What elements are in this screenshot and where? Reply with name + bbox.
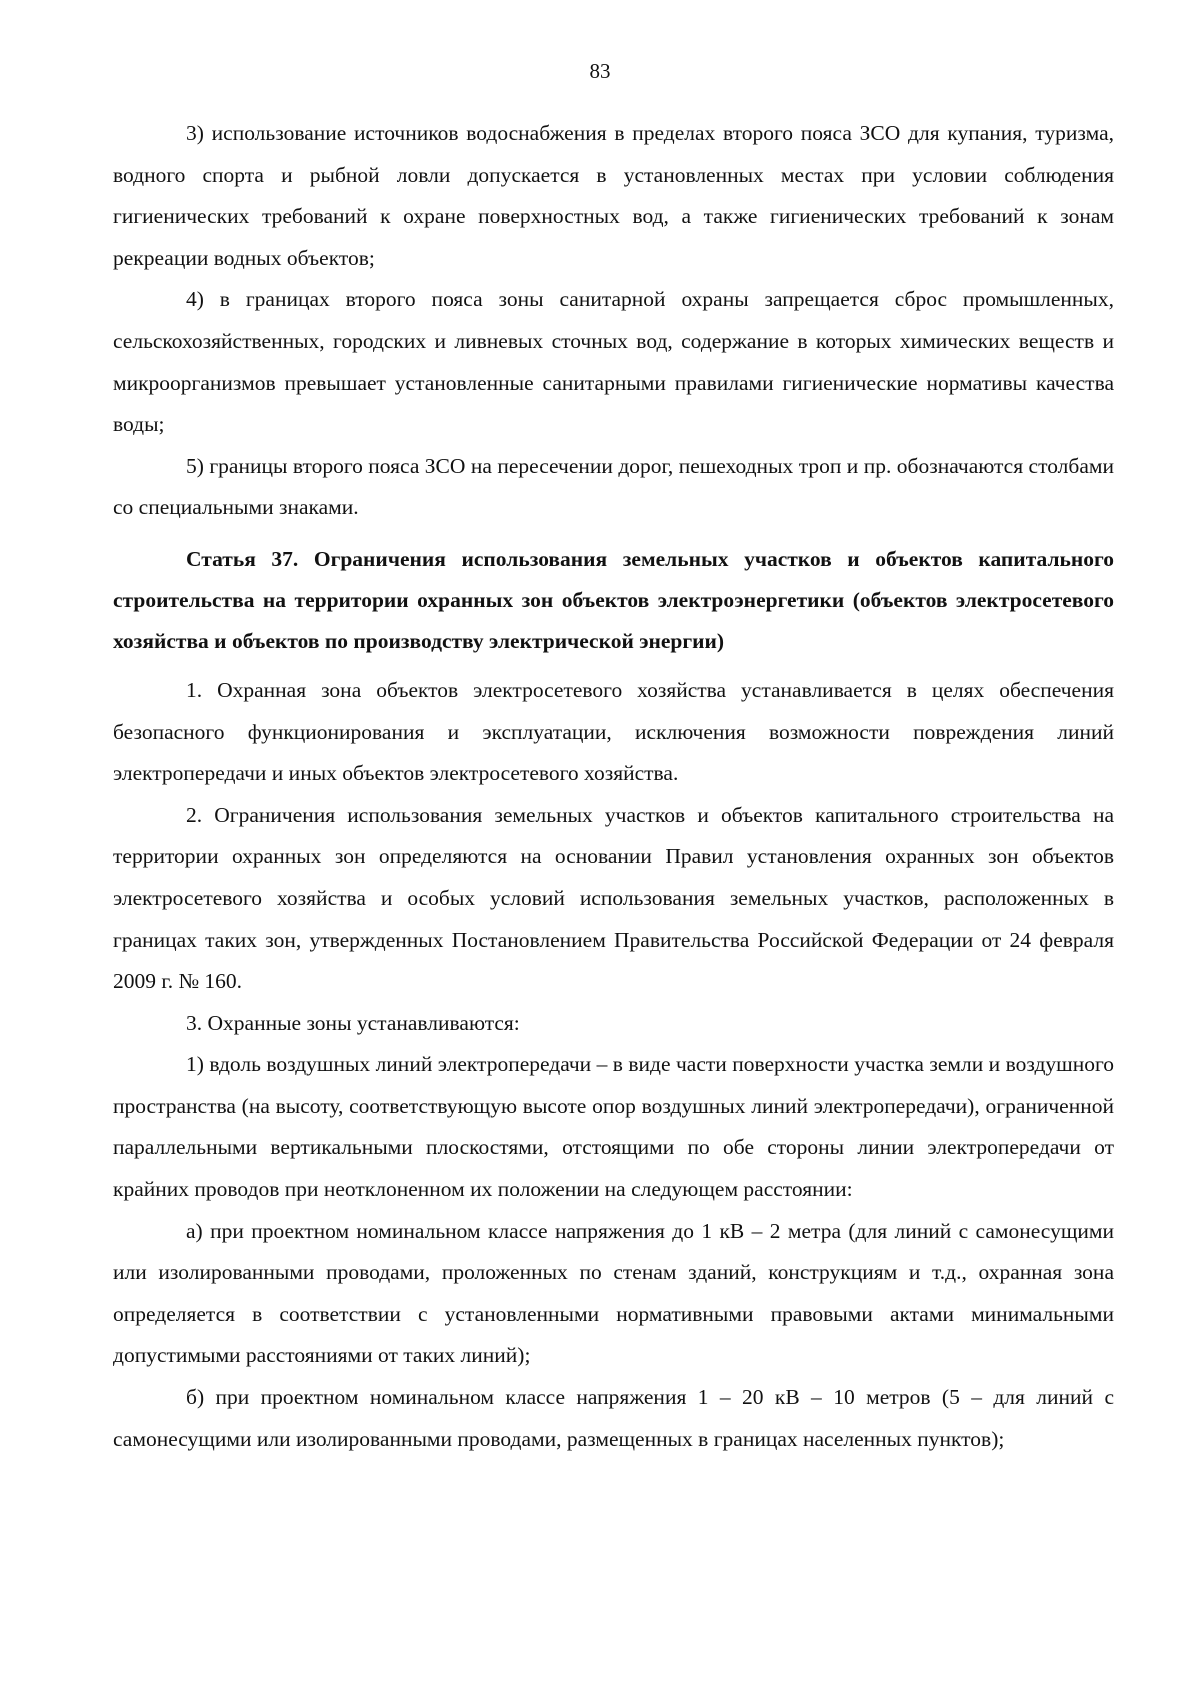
paragraph-restrictions-basis: 2. Ограничения использования земельных участков и объектов капитального строительства на территории охранных зон определяются на основании Правил установления охранных зон объектов электросетевого хозяйства и особых условий использования земельных участков, расположенных в границах таких зон, утвержденных Постановлением Правительства Российской Федерации от 24 февраля 2009 г. № 160. [113,802,1114,994]
page-number: 83 [589,59,611,83]
paragraph-overhead-lines: 1) вдоль воздушных линий электропередачи – в виде части поверхности участка земли и воздушного пространства (на высоту, соответствующую высоте опор воздушных линий электропередачи), ограниченной параллельными вертикальными плоскостями, отстоящими по обе стороны линии электропередачи от крайних проводов при неотклоненном их положении на следующем расстоянии: [113,1052,1114,1202]
paragraph-zso-bathing: 3) использование источников водоснабжения в пределах второго пояса ЗСО для купания, туризма, водного спорта и рыбной ловли допускается в установленных местах при условии соблюдения гигиенических требований к охране поверхностных вод, а также гигиенических требований к зонам рекреации водных объектов; [113,121,1114,270]
paragraph-voltage-1-20kv: б) при проектном номинальном классе напряжения 1 – 20 кВ – 10 метров (5 – для линий с самонесущими или изолированными проводами, размещенных в границах населенных пунктов); [113,1385,1114,1451]
paragraph-voltage-up-to-1kv: а) при проектном номинальном классе напряжения до 1 кВ – 2 метра (для линий с самонесущими или изолированными проводами, проложенных по стенам зданий, конструкциям и т.д., охранная зона определяется в соответствии с установленными нормативными правовыми актами минимальными допустимыми расстояниями от таких линий); [113,1218,1114,1368]
paragraph-zso-markers: 5) границы второго пояса ЗСО на пересечении дорог, пешеходных троп и пр. обозначаются столбами со специальными знаками. [113,453,1114,520]
paragraph-protection-zone-purpose: 1. Охранная зона объектов электросетевого хозяйства устанавливается в целях обеспечения безопасного функционирования и эксплуатации, исключения возможности повреждения линий электропередачи и иных объектов электросетевого хозяйства. [113,677,1114,786]
document-body [113,113,1114,1460]
paragraph-zones-established: 3. Охранные зоны устанавливаются: [186,1010,520,1035]
paragraph-zso-discharge: 4) в границах второго пояса зоны санитарной охраны запрещается сброс промышленных, сельскохозяйственных, городских и ливневых сточных вод, содержание в которых химических веществ и микроорганизмов превышает установленные санитарными правилами гигиенические нормативы качества воды; [113,287,1114,437]
article-37-heading: Статья 37. Ограничения использования земельных участков и объектов капитального строительства на территории охранных зон объектов электроэнергетики (объектов электросетевого хозяйства и объектов по производству электрической энергии) [113,546,1114,653]
